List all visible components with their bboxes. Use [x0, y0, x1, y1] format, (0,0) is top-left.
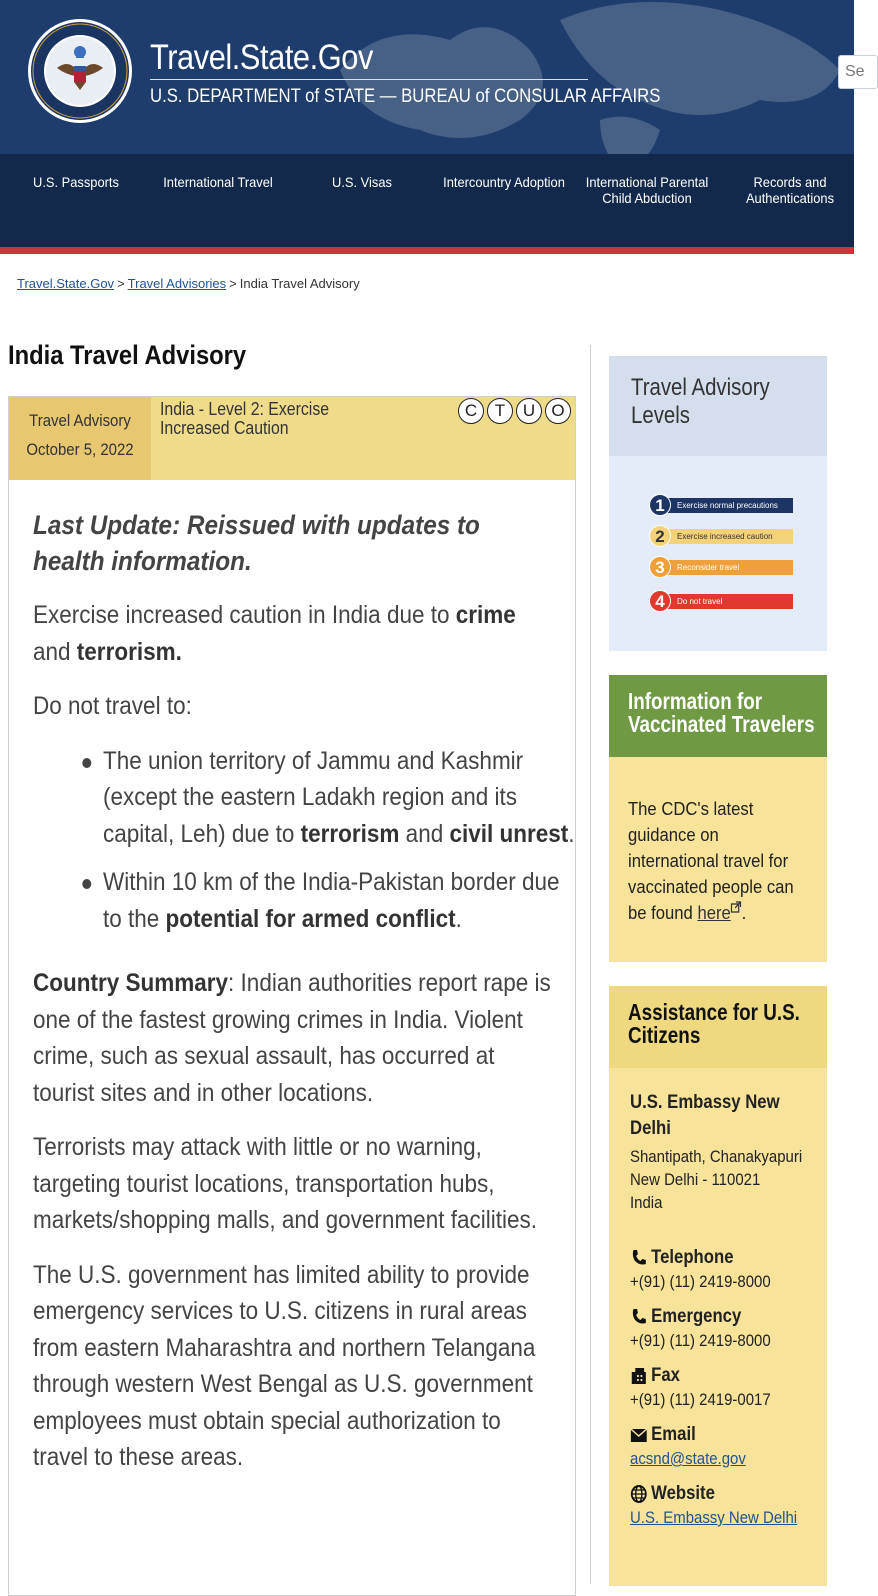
website-contact — [630, 1483, 806, 1530]
emergency-label: Emergency — [651, 1306, 742, 1327]
advisory-body — [33, 507, 575, 1476]
embassy-address-line1: Shantipath, Chanakyapuri — [630, 1147, 803, 1166]
advisory-levels-title: Travel Advisory Levels — [631, 374, 770, 429]
breadcrumb-separator: > — [229, 276, 237, 291]
advisory-intro: Exercise increased caution in India due to crime and terrorism. — [33, 601, 516, 666]
telephone-contact — [630, 1247, 806, 1294]
assistance-header — [609, 986, 827, 1068]
breadcrumb-home-link[interactable]: Travel.State.Gov — [17, 276, 115, 291]
website-label: Website — [651, 1483, 715, 1504]
advisory-date-box — [9, 397, 151, 480]
last-update-text: Last Update: Reissued with updates to health information. — [33, 510, 480, 576]
level-4-label: Do not travel — [659, 594, 793, 609]
fax-number: +(91) (11) 2419-0017 — [630, 1390, 771, 1409]
level-1-label: Exercise normal precautions — [659, 498, 793, 513]
embassy-address-line2: New Delhi - 110021 — [630, 1170, 761, 1189]
crime-indicator-badge[interactable]: C — [458, 398, 484, 424]
vaccinated-travelers-text: The CDC's latest guidance on international travel for vaccinated people can be found here . — [628, 798, 794, 923]
page-title: India Travel Advisory — [8, 340, 247, 370]
advisory-levels-card[interactable] — [609, 356, 827, 651]
terrorism-indicator-badge[interactable]: T — [487, 398, 513, 424]
site-header — [0, 0, 865, 154]
fax-icon — [630, 1366, 648, 1386]
title-rule — [150, 79, 588, 80]
advisory-date: October 5, 2022 — [26, 440, 134, 459]
envelope-icon — [630, 1425, 648, 1445]
assistance-body — [630, 1090, 806, 1530]
emergency-number[interactable]: +(91) (11) 2419-8000 — [630, 1331, 771, 1350]
nav-item-parental-child-abduction[interactable]: International Parental Child Abduction — [585, 174, 709, 206]
level-3-number: 3 — [649, 556, 671, 578]
telephone-number[interactable]: +(91) (11) 2419-8000 — [630, 1272, 771, 1291]
breadcrumb — [17, 276, 360, 291]
advisory-levels-header — [609, 356, 827, 456]
list-item: Within 10 km of the India-Pakistan border due to the potential for armed conflict. — [103, 864, 576, 937]
cdc-here-link[interactable]: here — [697, 902, 731, 923]
do-not-travel-heading: Do not travel to: — [33, 692, 192, 720]
vaccinated-travelers-header — [609, 675, 827, 757]
level-3-label: Reconsider travel — [659, 560, 793, 575]
advisory-label: Travel Advisory — [29, 411, 131, 430]
advisory-header — [9, 397, 575, 480]
civil-unrest-indicator-badge[interactable]: U — [516, 398, 542, 424]
email-label: Email — [651, 1424, 696, 1445]
vaccinated-travelers-card — [609, 675, 827, 962]
nav-item-visas[interactable]: U.S. Visas — [332, 174, 392, 190]
assistance-card — [609, 986, 827, 1586]
level-2-number: 2 — [649, 525, 671, 547]
fax-label: Fax — [651, 1365, 680, 1386]
other-indicator-badge[interactable]: O — [545, 398, 571, 424]
nav-accent-bar — [0, 247, 854, 254]
emergency-contact — [630, 1306, 806, 1353]
globe-icon — [630, 1484, 648, 1504]
embassy-address-line3: India — [630, 1193, 663, 1212]
terrorism-paragraph: Terrorists may attack with little or no warning, targeting tourist locations, transportation hubs, markets/shopping malls, and government facilities. — [33, 1133, 537, 1234]
embassy-website-link[interactable]: U.S. Embassy New Delhi — [630, 1508, 798, 1527]
site-subtitle: U.S. DEPARTMENT of STATE — BUREAU of CONSULAR AFFAIRS — [150, 86, 661, 107]
email-link[interactable]: acsnd@state.gov — [630, 1449, 746, 1468]
nav-item-passports[interactable]: U.S. Passports — [33, 174, 119, 190]
risk-indicator-badges — [458, 398, 571, 424]
government-limits-paragraph: The U.S. government has limited ability to provide emergency services to U.S. citizens in rural areas from eastern Maharashtra and northern Telangana through western West Bengal as U.S. government employees must obtain special authorization to travel to these areas. — [33, 1260, 536, 1471]
breadcrumb-separator: > — [117, 276, 125, 291]
do-not-travel-list — [33, 743, 575, 938]
breadcrumb-current: India Travel Advisory — [239, 276, 360, 291]
nav-item-records-authentications[interactable]: Records and Authentications — [745, 174, 835, 206]
advisory-level: India - Level 2: Exercise Increased Caution — [160, 399, 330, 438]
external-link-icon — [731, 901, 742, 913]
main-nav — [0, 154, 854, 247]
nav-item-international-travel[interactable]: International Travel — [163, 174, 273, 190]
assistance-title: Assistance for U.S. Citizens — [628, 999, 800, 1048]
advisory-box — [8, 396, 576, 1596]
search-input[interactable]: Se — [838, 55, 878, 89]
embassy-name: U.S. Embassy New Delhi — [630, 1092, 780, 1139]
phone-icon — [630, 1307, 648, 1327]
country-summary: Country Summary: Indian authorities report rape is one of the fastest growing crimes in India. Violent crime, such as sexual assault, has occurred at tourist sites and in other locations. — [33, 969, 551, 1107]
nav-item-intercountry-adoption[interactable]: Intercountry Adoption — [443, 174, 565, 190]
email-contact — [630, 1424, 806, 1471]
phone-icon — [630, 1248, 648, 1268]
level-4-number: 4 — [649, 590, 671, 612]
vaccinated-travelers-title: Information for Vaccinated Travelers — [628, 688, 815, 737]
site-title[interactable]: Travel.State.Gov — [150, 38, 373, 77]
level-1-number: 1 — [649, 494, 671, 516]
list-item: The union territory of Jammu and Kashmir (except the eastern Ladakh region and its capital, Leh) due to terrorism and civil unrest. — [103, 743, 576, 853]
department-of-state-seal-icon[interactable] — [27, 18, 133, 124]
level-2-label: Exercise increased caution — [659, 529, 793, 544]
fax-contact — [630, 1365, 806, 1412]
column-divider — [590, 345, 591, 1584]
breadcrumb-advisories-link[interactable]: Travel Advisories — [127, 276, 227, 291]
telephone-label: Telephone — [651, 1247, 734, 1268]
